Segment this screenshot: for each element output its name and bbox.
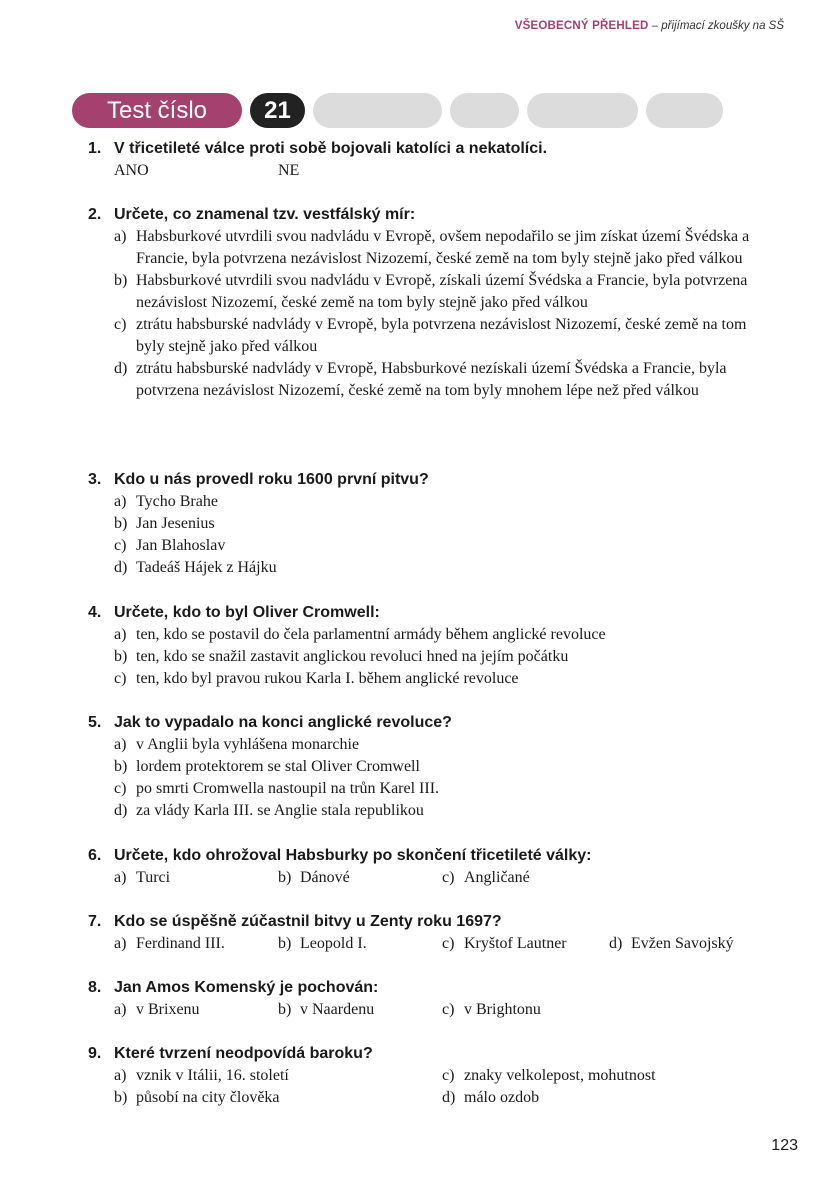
option-d[interactable] [88,800,778,822]
option-letter: d) [114,559,128,576]
option-text: v Brightonu [464,1001,541,1018]
option-letter: c) [442,1067,455,1084]
question-text: Určete, kdo to byl Oliver Cromwell: [114,604,380,621]
option-text: v Brixenu [136,1001,200,1018]
option-c[interactable] [88,668,778,690]
option-a[interactable] [114,999,278,1021]
option-text: Ferdinand III. [136,935,225,952]
question-text: Určete, kdo ohrožoval Habsburky po skončení třicetileté války: [114,847,592,864]
header-subtitle: – přijímací zkoušky na SŠ [648,20,784,32]
option-letter: c) [442,869,455,886]
blank-field-2 [450,93,519,128]
test-title-bar [72,93,723,128]
option-letter: b) [114,1089,128,1106]
question-number: 9. [88,1045,102,1062]
option-a[interactable] [114,867,278,889]
question-text: Jan Amos Komenský je pochován: [114,979,379,996]
option-text: Turci [136,869,171,886]
option-letter: c) [114,537,127,554]
option-letter: a) [114,626,127,643]
question-number: 1. [88,140,102,157]
option-text: Jan Blahoslav [136,537,226,554]
question-6 [88,845,778,889]
option-b[interactable] [88,513,778,535]
option-b[interactable] [278,933,442,955]
option-c[interactable] [88,535,778,557]
option-letter: a) [114,228,127,245]
question-number: 6. [88,847,102,864]
option-text: v Naardenu [300,1001,375,1018]
question-text: Kdo u nás provedl roku 1600 první pitvu? [114,471,429,488]
option-b[interactable] [278,999,442,1021]
option-letter: c) [442,935,455,952]
option-letter: b) [278,1001,292,1018]
option-c[interactable] [442,1065,656,1087]
option-text: v Anglii byla vyhlášena monarchie [136,736,360,753]
option-text: ten, kdo se snažil zastavit anglickou revoluci hned na jejím počátku [136,648,569,665]
option-c[interactable] [88,314,778,358]
option-d[interactable] [442,1087,539,1109]
option-text: Dánové [300,869,350,886]
option-letter: a) [114,869,127,886]
option-letter: a) [114,1001,127,1018]
option-letter: b) [278,935,292,952]
question-5 [88,712,778,822]
option-text: znaky velkolepost, mohutnost [464,1067,656,1084]
option-letter: a) [114,935,127,952]
option-letter: c) [442,1001,455,1018]
option-c[interactable] [442,867,530,889]
option-no[interactable] [278,160,299,182]
option-text: Tycho Brahe [136,493,218,510]
page-header [515,20,784,32]
option-text: Jan Jesenius [136,515,215,532]
question-9 [88,1043,778,1109]
option-letter: c) [114,316,127,333]
option-b[interactable] [88,646,778,668]
option-text: Angličané [464,869,530,886]
question-number: 7. [88,913,102,930]
question-text: Jak to vypadalo na konci anglické revoluce? [114,714,452,731]
option-letter: a) [114,736,127,753]
option-text: Leopold I. [300,935,367,952]
option-text: ANO [114,162,149,179]
question-4 [88,602,778,690]
option-letter: b) [114,515,128,532]
test-number: 21 [250,93,305,128]
option-a[interactable] [88,226,778,270]
option-text: za vlády Karla III. se Anglie stala republikou [136,802,424,819]
test-label: Test číslo [72,93,242,128]
option-text: působí na city člověka [136,1089,280,1106]
option-yes[interactable] [114,160,278,182]
option-b[interactable] [88,756,778,778]
option-c[interactable] [442,933,609,955]
option-text: ten, kdo byl pravou rukou Karla I. během anglické revoluce [136,670,519,687]
question-text: V třicetileté válce proti sobě bojovali katolíci a nekatolíci. [114,140,548,157]
option-c[interactable] [88,778,778,800]
header-brand: VŠEOBECNÝ PŘEHLED [514,20,649,32]
option-letter: c) [114,780,127,797]
question-text: Které tvrzení neodpovídá baroku? [114,1045,373,1062]
question-7 [88,911,778,955]
option-a[interactable] [114,1065,442,1087]
option-b[interactable] [278,867,442,889]
question-number: 8. [88,979,102,996]
option-text: Habsburkové utvrdili svou nadvládu v Evropě, ovšem nepodařilo se jim získat území Švédska a Francie, byla potvrzena nezávislost Nizozemí, české země na tom byly stejně jako před válkou [136,228,750,267]
question-number: 3. [88,471,102,488]
question-3 [88,469,778,579]
question-number: 5. [88,714,102,731]
option-d[interactable] [609,933,734,955]
option-text: Kryštof Lautner [464,935,567,952]
option-text: Habsburkové utvrdili svou nadvládu v Evropě, získali území Švédska a Francie, byla potvrzena nezávislost Nizozemí, české země na tom byly stejně jako před válkou [136,272,748,311]
option-a[interactable] [114,933,278,955]
option-text: lordem protektorem se stal Oliver Cromwell [136,758,420,775]
question-number: 2. [88,206,102,223]
question-1 [88,138,778,182]
option-text: ztrátu habsburské nadvlády v Evropě, byla potvrzena nezávislost Nizozemí, české země na tom byly stejně jako před válkou [136,316,747,355]
option-text: po smrti Cromwella nastoupil na trůn Karel III. [136,780,440,797]
option-letter: c) [114,670,127,687]
option-text: málo ozdob [464,1089,540,1106]
option-letter: b) [114,272,128,289]
blank-field-4 [646,93,723,128]
question-text: Určete, co znamenal tzv. vestfálský mír: [114,206,416,223]
question-text: Kdo se úspěšně zúčastnil bitvy u Zenty roku 1697? [114,913,502,930]
option-a[interactable] [88,491,778,513]
blank-field-1 [313,93,442,128]
question-8 [88,977,778,1021]
option-text: vznik v Itálii, 16. století [136,1067,289,1084]
option-a[interactable] [88,624,778,646]
option-letter: d) [609,935,623,952]
option-letter: a) [114,1067,127,1084]
question-2 [88,204,778,402]
option-letter: d) [114,802,128,819]
option-c[interactable] [442,999,541,1021]
option-d[interactable] [88,358,778,402]
option-text: ztrátu habsburské nadvlády v Evropě, Habsburkové nezískali území Švédska a Francie, byla potvrzena nezávislost Nizozemí, české země na tom byly mnohem lépe než před válkou [136,360,727,399]
option-letter: a) [114,493,127,510]
option-letter: b) [278,869,292,886]
option-b[interactable] [88,270,778,314]
option-text: ten, kdo se postavil do čela parlamentní armády během anglické revoluce [136,626,606,643]
option-b[interactable] [114,1087,442,1109]
option-text: Tadeáš Hájek z Hájku [136,559,277,576]
option-letter: b) [114,758,128,775]
option-text: Evžen Savojský [631,935,734,952]
option-letter: b) [114,648,128,665]
option-d[interactable] [88,557,778,579]
page-number: 123 [771,1137,798,1154]
option-letter: d) [114,360,128,377]
blank-field-3 [527,93,638,128]
option-letter: d) [442,1089,456,1106]
option-a[interactable] [88,734,778,756]
question-number: 4. [88,604,102,621]
option-text: NE [278,162,300,179]
